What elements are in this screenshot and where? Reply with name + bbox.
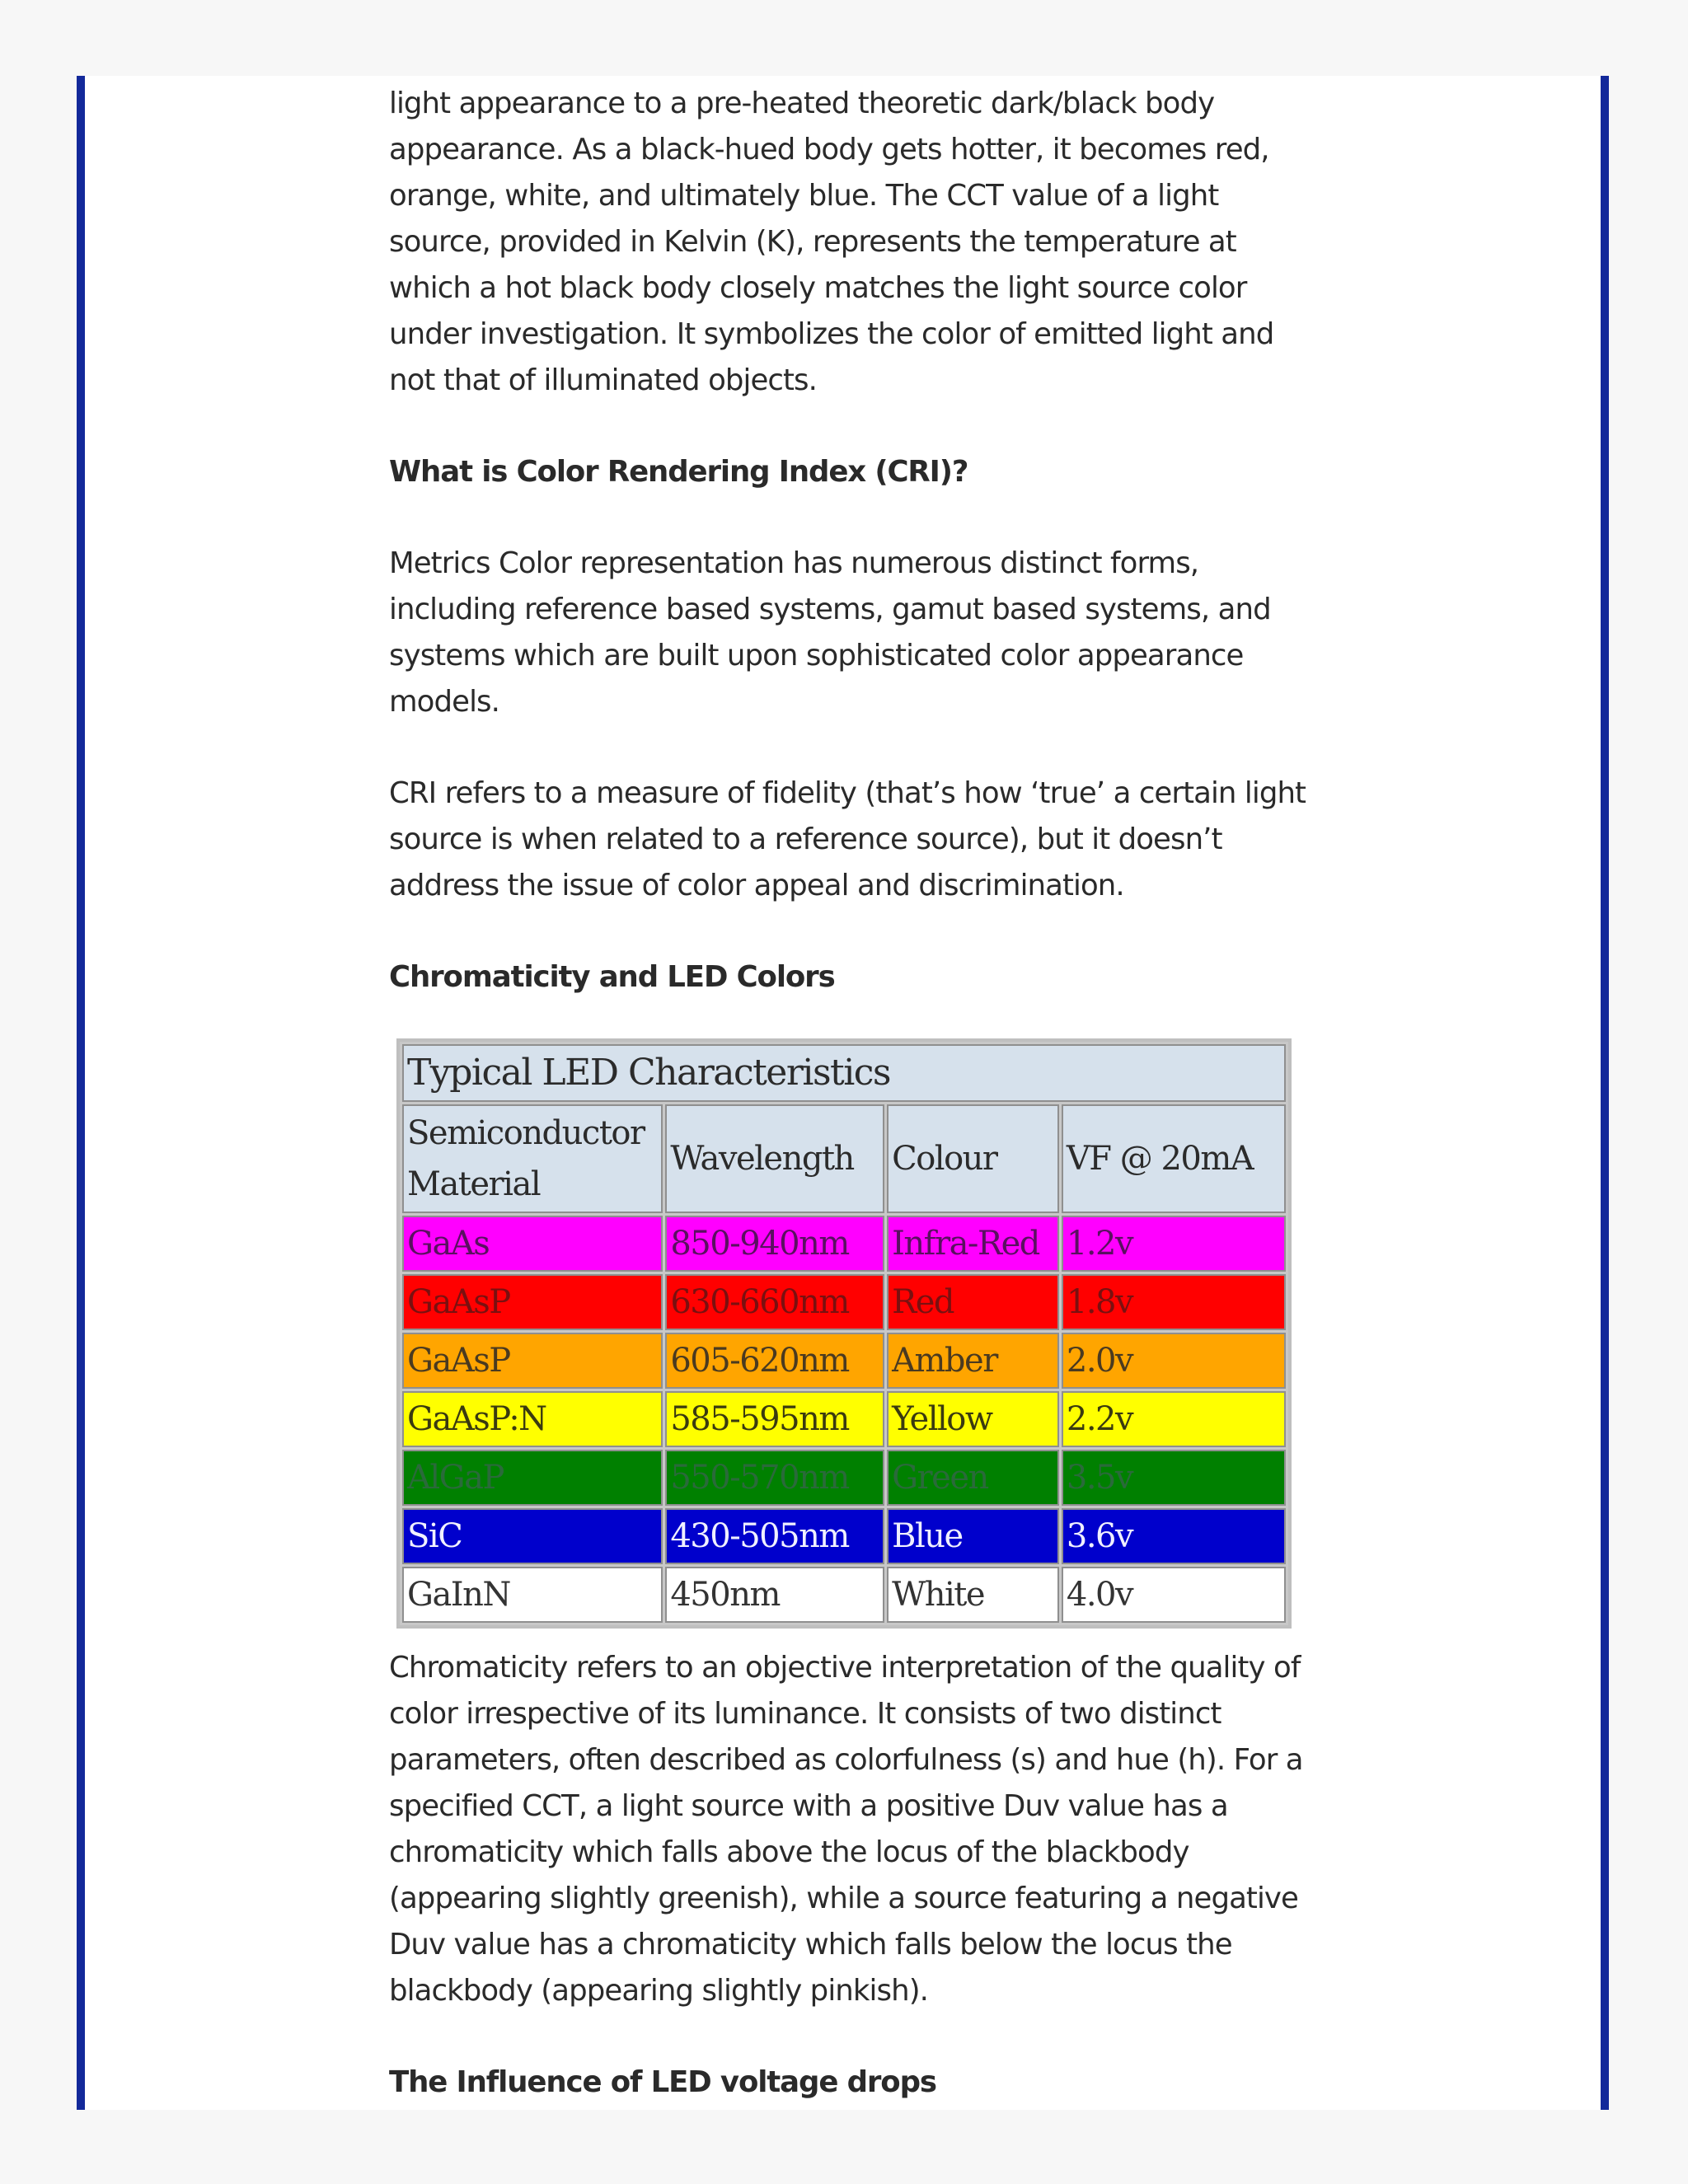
cell-vf: 1.2v <box>1062 1216 1286 1272</box>
cell-colour: Yellow <box>887 1391 1059 1447</box>
cell-wavelength: 585-595nm <box>665 1391 884 1447</box>
cell-vf: 4.0v <box>1062 1567 1286 1623</box>
table-row <box>402 1216 1286 1272</box>
cell-vf: 1.8v <box>1062 1274 1286 1330</box>
table-row <box>402 1274 1286 1330</box>
led-characteristics-table <box>400 1042 1288 1625</box>
cell-material: GaAs <box>402 1216 663 1272</box>
cell-wavelength: 605-620nm <box>665 1333 884 1389</box>
cell-material: AlGaP <box>402 1450 663 1506</box>
cell-material: GaInN <box>402 1567 663 1623</box>
header-vf: VF @ 20mA <box>1062 1104 1286 1213</box>
cri-heading: What is Color Rendering Index (CRI)? <box>389 455 968 489</box>
cell-wavelength: 450nm <box>665 1567 884 1623</box>
table-row <box>402 1391 1286 1447</box>
voltage-heading: The Influence of LED voltage drops <box>389 2065 936 2099</box>
cell-vf: 3.6v <box>1062 1508 1286 1564</box>
table-row <box>402 1333 1286 1389</box>
table-row <box>402 1508 1286 1564</box>
header-wavelength: Wavelength <box>665 1104 884 1213</box>
cell-vf: 2.2v <box>1062 1391 1286 1447</box>
cell-wavelength: 850-940nm <box>665 1216 884 1272</box>
metrics-paragraph: Metrics Color representation has numerous distinct forms, including reference based systems, gamut based systems, and systems which are built upon sophisticated color appearance models. <box>389 546 1271 719</box>
left-accent-rule <box>77 76 85 2110</box>
header-colour: Colour <box>887 1104 1059 1213</box>
cell-wavelength: 630-660nm <box>665 1274 884 1330</box>
cell-material: GaAsP:N <box>402 1391 663 1447</box>
chromaticity-heading: Chromaticity and LED Colors <box>389 960 835 994</box>
intro-paragraph: light appearance to a pre-heated theoretic dark/black body appearance. As a black-hued body gets hotter, it becomes red, orange, white, and ultimately blue. The CCT value of a light source, provided in Kelvin (K), represents the temperature at which a hot black body closely matches the light source color under investigation. It symbolizes the color of emitted light and not that of illuminated objects. <box>389 87 1274 397</box>
cell-material: GaAsP <box>402 1333 663 1389</box>
cell-wavelength: 430-505nm <box>665 1508 884 1564</box>
chromaticity-paragraph: Chromaticity refers to an objective interpretation of the quality of color irrespective of its luminance. It consists of two distinct parameters, often described as colorfulness (s) and hue (h). For a specified CCT, a light source with a positive Duv value has a chromaticity which falls above the locus of the blackbody (appearing slightly greenish), while a source featuring a negative Duv value has a chromaticity which falls below the locus the blackbody (appearing slightly pinkish). <box>389 1651 1303 2008</box>
article-body <box>389 76 1312 2106</box>
led-characteristics-table-image <box>396 1038 1292 1629</box>
table-row <box>402 1450 1286 1506</box>
right-accent-rule <box>1601 76 1609 2110</box>
cell-colour: Green <box>887 1450 1059 1506</box>
cell-colour: Infra-Red <box>887 1216 1059 1272</box>
header-material: Semiconductor Material <box>402 1104 663 1213</box>
cell-material: SiC <box>402 1508 663 1564</box>
table-body <box>402 1216 1286 1623</box>
cri-paragraph: CRI refers to a measure of fidelity (that’s how ‘true’ a certain light source is when related to a reference source), but it doesn’t address the issue of color appeal and discrimination. <box>389 776 1306 902</box>
cell-colour: Amber <box>887 1333 1059 1389</box>
cell-colour: Red <box>887 1274 1059 1330</box>
cell-colour: White <box>887 1567 1059 1623</box>
table-title: Typical LED Characteristics <box>402 1044 1286 1102</box>
cell-wavelength: 550-570nm <box>665 1450 884 1506</box>
cell-vf: 2.0v <box>1062 1333 1286 1389</box>
cell-material: GaAsP <box>402 1274 663 1330</box>
table-row <box>402 1567 1286 1623</box>
cell-vf: 3.5v <box>1062 1450 1286 1506</box>
cell-colour: Blue <box>887 1508 1059 1564</box>
